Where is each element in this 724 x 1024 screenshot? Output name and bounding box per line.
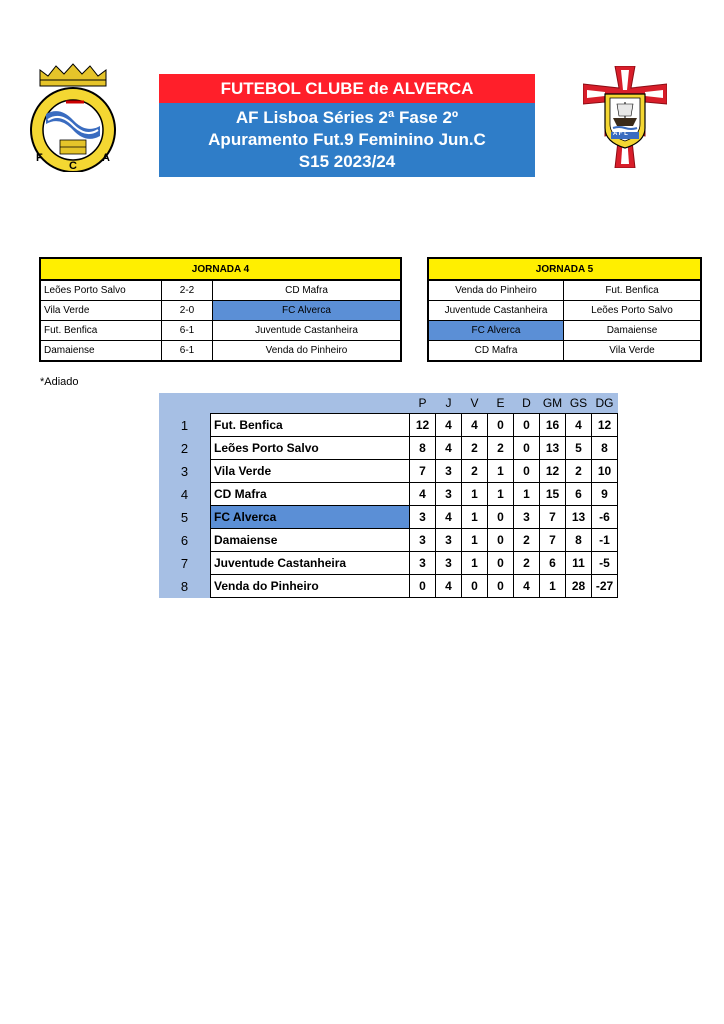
standing-stat-e: 1 xyxy=(488,460,514,483)
standing-stat-j: 4 xyxy=(436,437,462,460)
competition-title-line2: Apuramento Fut.9 Feminino Jun.C xyxy=(208,130,486,149)
standing-stat-dg: -5 xyxy=(592,552,618,575)
standing-stat-dg: -1 xyxy=(592,529,618,552)
table-row xyxy=(159,529,618,552)
standing-team-name: Damaiense xyxy=(211,529,410,552)
standing-stat-d: 0 xyxy=(514,414,540,437)
standings-table-wrapper xyxy=(159,393,618,598)
away-team: Fut. Benfica xyxy=(564,280,702,301)
standing-stat-e: 0 xyxy=(488,552,514,575)
crest-letter-f: F xyxy=(36,152,43,164)
home-team: Vila Verde xyxy=(40,301,162,321)
match-score: 2-0 xyxy=(162,301,213,321)
standing-stat-dg: 9 xyxy=(592,483,618,506)
competition-title-banner xyxy=(159,103,535,177)
standing-team-name: Fut. Benfica xyxy=(211,414,410,437)
standing-stat-p: 3 xyxy=(410,552,436,575)
standings-body xyxy=(159,414,618,598)
match-score: 2-2 xyxy=(162,280,213,301)
standing-stat-d: 4 xyxy=(514,575,540,598)
standing-position: 2 xyxy=(159,437,211,460)
standing-stat-gm: 12 xyxy=(540,460,566,483)
standing-stat-gs: 11 xyxy=(566,552,592,575)
standing-position: 7 xyxy=(159,552,211,575)
standing-stat-e: 2 xyxy=(488,437,514,460)
standing-stat-gm: 16 xyxy=(540,414,566,437)
standing-stat-e: 0 xyxy=(488,529,514,552)
standing-stat-dg: 10 xyxy=(592,460,618,483)
standing-stat-dg: -27 xyxy=(592,575,618,598)
standing-position: 6 xyxy=(159,529,211,552)
standing-stat-v: 1 xyxy=(462,552,488,575)
table-row xyxy=(428,301,701,321)
standing-stat-d: 0 xyxy=(514,437,540,460)
home-team: Leões Porto Salvo xyxy=(40,280,162,301)
standing-stat-p: 4 xyxy=(410,483,436,506)
table-row xyxy=(159,414,618,437)
standing-position: 1 xyxy=(159,414,211,437)
away-team: Damaiense xyxy=(564,321,702,341)
standing-position: 4 xyxy=(159,483,211,506)
away-team-highlighted: FC Alverca xyxy=(213,301,402,321)
standing-stat-e: 0 xyxy=(488,414,514,437)
standing-position: 5 xyxy=(159,506,211,529)
standing-stat-d: 2 xyxy=(514,529,540,552)
standing-stat-gs: 2 xyxy=(566,460,592,483)
table-row xyxy=(40,341,401,362)
standing-stat-j: 4 xyxy=(436,506,462,529)
table-row xyxy=(428,280,701,301)
home-team-highlighted: FC Alverca xyxy=(428,321,564,341)
standing-stat-j: 3 xyxy=(436,529,462,552)
standing-stat-dg: 8 xyxy=(592,437,618,460)
competition-title-line1: AF Lisboa Séries 2ª Fase 2º xyxy=(235,108,459,127)
standing-stat-gm: 7 xyxy=(540,506,566,529)
away-team: Leões Porto Salvo xyxy=(564,301,702,321)
standing-stat-d: 1 xyxy=(514,483,540,506)
col-header-d: D xyxy=(514,393,540,414)
jornada-4-table xyxy=(39,257,402,362)
table-row xyxy=(40,321,401,341)
standing-stat-j: 3 xyxy=(436,460,462,483)
table-row xyxy=(159,483,618,506)
home-team: Fut. Benfica xyxy=(40,321,162,341)
standings-table xyxy=(159,393,618,598)
home-team: Juventude Castanheira xyxy=(428,301,564,321)
standing-team-name: Venda do Pinheiro xyxy=(211,575,410,598)
table-row xyxy=(159,460,618,483)
jornada-4-title: JORNADA 4 xyxy=(40,258,401,280)
standing-stat-d: 0 xyxy=(514,460,540,483)
away-team: CD Mafra xyxy=(213,280,402,301)
standing-stat-p: 0 xyxy=(410,575,436,598)
table-row xyxy=(428,341,701,362)
standing-team-name: Leões Porto Salvo xyxy=(211,437,410,460)
standing-stat-j: 4 xyxy=(436,414,462,437)
standing-stat-gs: 13 xyxy=(566,506,592,529)
home-team: Damaiense xyxy=(40,341,162,362)
standing-stat-v: 0 xyxy=(462,575,488,598)
jornada-5-table xyxy=(427,257,702,362)
match-score: 6-1 xyxy=(162,341,213,362)
competition-title-line3: S15 2023/24 xyxy=(298,152,396,171)
standing-stat-d: 2 xyxy=(514,552,540,575)
standing-stat-v: 1 xyxy=(462,483,488,506)
standing-stat-dg: -6 xyxy=(592,506,618,529)
standing-stat-gm: 13 xyxy=(540,437,566,460)
crest-letter-a: A xyxy=(102,152,110,164)
standing-stat-gm: 7 xyxy=(540,529,566,552)
table-row xyxy=(159,437,618,460)
standing-stat-v: 1 xyxy=(462,529,488,552)
away-team: Vila Verde xyxy=(564,341,702,362)
crest-letter-c: C xyxy=(69,160,77,172)
standing-stat-p: 12 xyxy=(410,414,436,437)
col-header-p: P xyxy=(410,393,436,414)
table-row xyxy=(40,301,401,321)
afl-crest-lettering: A F L xyxy=(613,131,628,137)
away-team: Venda do Pinheiro xyxy=(213,341,402,362)
col-header-v: V xyxy=(462,393,488,414)
standing-stat-v: 4 xyxy=(462,414,488,437)
standing-team-name: FC Alverca xyxy=(211,506,410,529)
jornada-5-title: JORNADA 5 xyxy=(428,258,701,280)
standing-stat-e: 0 xyxy=(488,575,514,598)
club-name-banner: FUTEBOL CLUBE de ALVERCA xyxy=(159,74,535,103)
standing-stat-v: 2 xyxy=(462,437,488,460)
standing-stat-p: 3 xyxy=(410,529,436,552)
standing-stat-e: 1 xyxy=(488,483,514,506)
standing-stat-j: 4 xyxy=(436,575,462,598)
home-team: CD Mafra xyxy=(428,341,564,362)
standing-stat-j: 3 xyxy=(436,483,462,506)
standing-stat-v: 1 xyxy=(462,506,488,529)
standing-position: 3 xyxy=(159,460,211,483)
standing-team-name: Juventude Castanheira xyxy=(211,552,410,575)
standing-stat-j: 3 xyxy=(436,552,462,575)
away-team: Juventude Castanheira xyxy=(213,321,402,341)
fc-alverca-crest-logo xyxy=(26,62,120,172)
table-row xyxy=(428,321,701,341)
col-header-e: E xyxy=(488,393,514,414)
col-header-gm: GM xyxy=(540,393,566,414)
col-header-dg: DG xyxy=(592,393,618,414)
standing-stat-gs: 28 xyxy=(566,575,592,598)
standing-stat-p: 8 xyxy=(410,437,436,460)
standing-stat-gm: 1 xyxy=(540,575,566,598)
standing-stat-gs: 5 xyxy=(566,437,592,460)
standing-stat-d: 3 xyxy=(514,506,540,529)
standing-stat-v: 2 xyxy=(462,460,488,483)
af-lisboa-crest-logo xyxy=(583,66,667,168)
table-row xyxy=(159,552,618,575)
table-row xyxy=(159,575,618,598)
standing-stat-gs: 4 xyxy=(566,414,592,437)
standing-stat-gs: 6 xyxy=(566,483,592,506)
standing-stat-p: 3 xyxy=(410,506,436,529)
col-header-j: J xyxy=(436,393,462,414)
standing-stat-gm: 15 xyxy=(540,483,566,506)
match-score: 6-1 xyxy=(162,321,213,341)
standing-stat-e: 0 xyxy=(488,506,514,529)
standings-header-row xyxy=(159,393,618,414)
standing-team-name: CD Mafra xyxy=(211,483,410,506)
postponed-note: *Adiado xyxy=(40,376,79,388)
table-row xyxy=(159,506,618,529)
standing-stat-p: 7 xyxy=(410,460,436,483)
standing-team-name: Vila Verde xyxy=(211,460,410,483)
table-row xyxy=(40,280,401,301)
standing-position: 8 xyxy=(159,575,211,598)
standing-stat-gs: 8 xyxy=(566,529,592,552)
standing-stat-dg: 12 xyxy=(592,414,618,437)
home-team: Venda do Pinheiro xyxy=(428,280,564,301)
col-header-gs: GS xyxy=(566,393,592,414)
standing-stat-gm: 6 xyxy=(540,552,566,575)
